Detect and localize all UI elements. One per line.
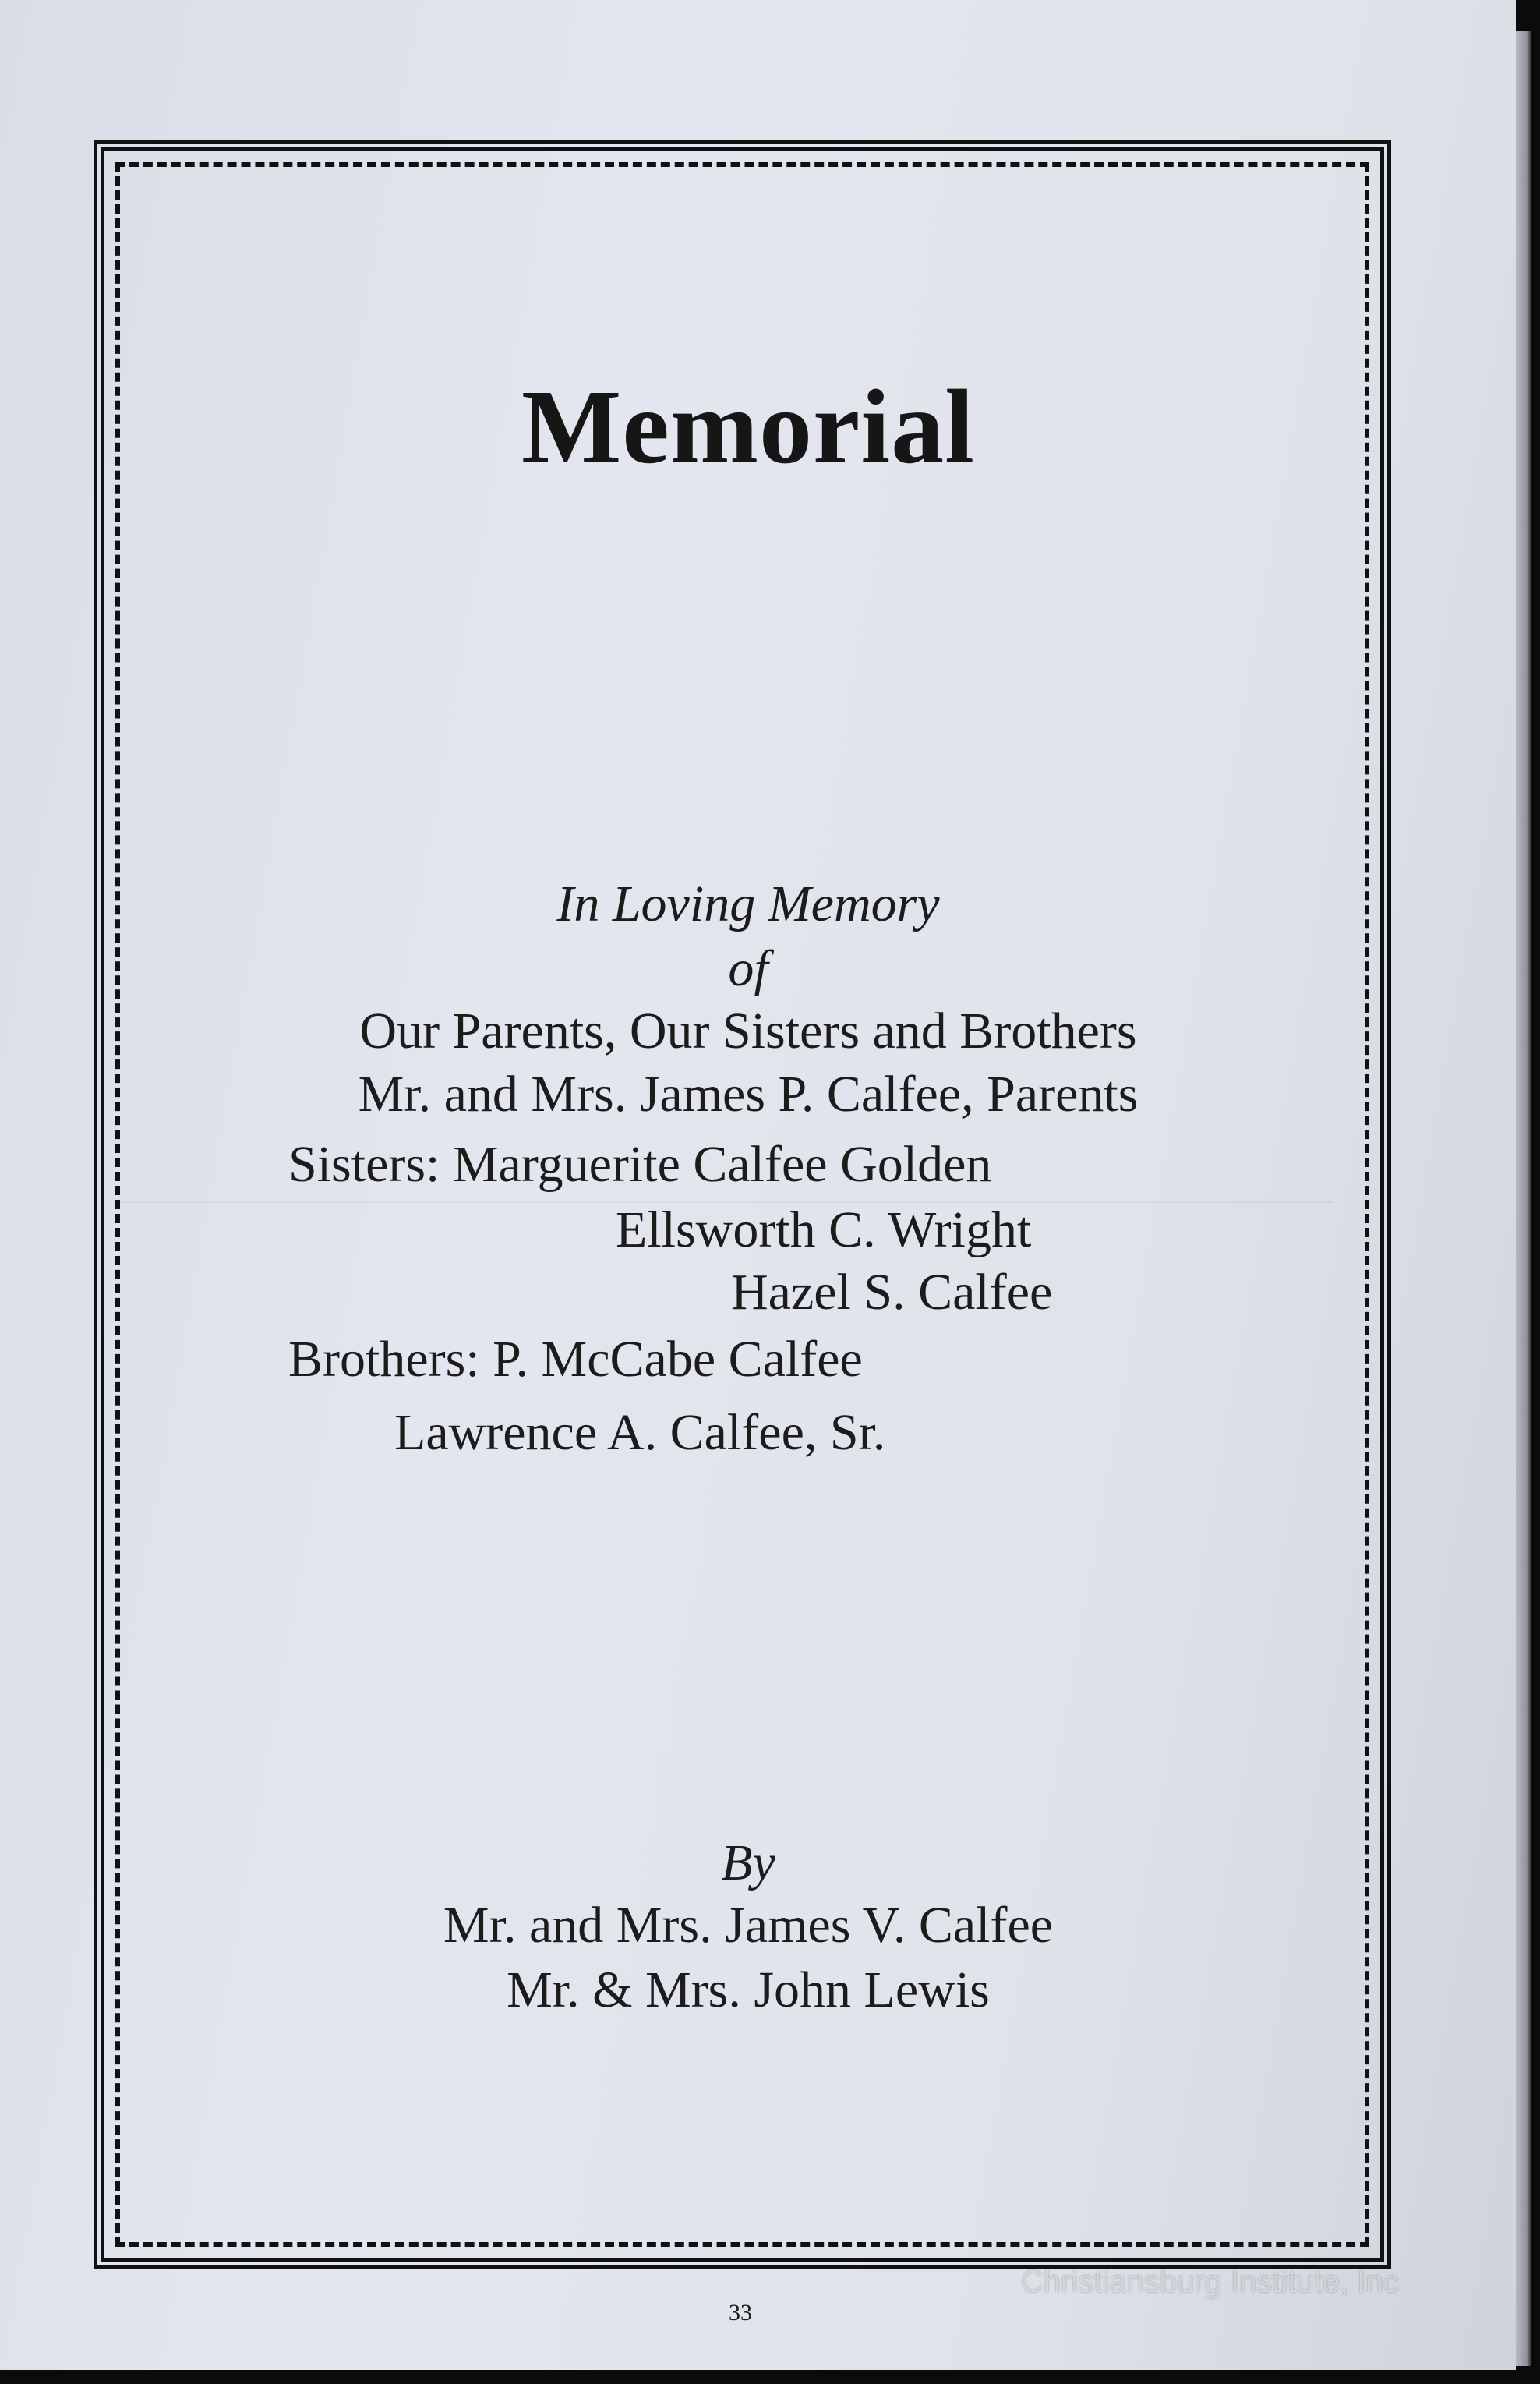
- watermark: Christiansburg Institute, Inc: [1021, 2265, 1399, 2299]
- dedication-heading: In Loving Memory: [556, 875, 940, 932]
- page-number: 33: [729, 2300, 752, 2326]
- sister-3: Hazel S. Calfee: [731, 1264, 1053, 1321]
- page-title: Memorial: [521, 369, 975, 486]
- dedication-line-1: Our Parents, Our Sisters and Brothers: [359, 1003, 1137, 1059]
- sister-2: Ellsworth C. Wright: [616, 1201, 1032, 1258]
- by-label: By: [721, 1834, 775, 1891]
- donor-1: Mr. and Mrs. James V. Calfee: [443, 1897, 1054, 1954]
- donor-2: Mr. & Mrs. John Lewis: [507, 1961, 990, 2018]
- dedication-of: of: [728, 940, 768, 997]
- brother-2: Lawrence A. Calfee, Sr.: [394, 1404, 886, 1461]
- brothers-line: Brothers: P. McCabe Calfee: [288, 1331, 863, 1388]
- sisters-line: Sisters: Marguerite Calfee Golden: [288, 1136, 992, 1193]
- dedication-line-2: Mr. and Mrs. James P. Calfee, Parents: [358, 1066, 1139, 1123]
